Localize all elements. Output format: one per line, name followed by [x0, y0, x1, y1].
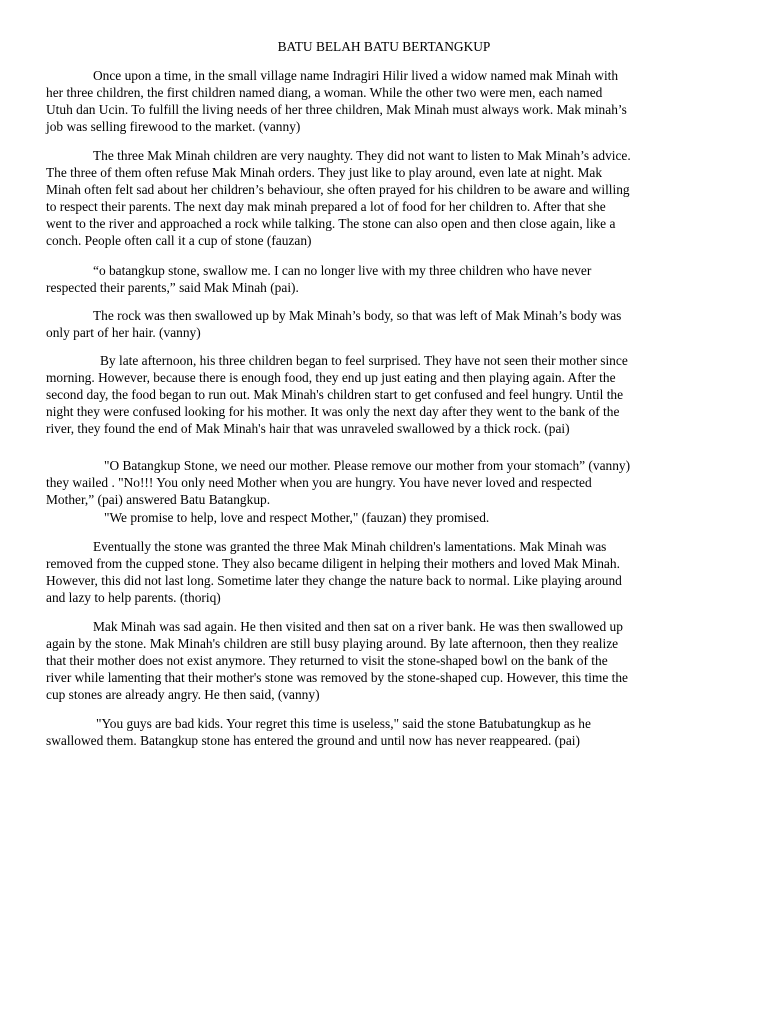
paragraph-line: job was selling firewood to the market. (vanny): [46, 119, 301, 134]
paragraph-8: [46, 538, 722, 606]
paragraph-line: only part of her hair. (vanny): [46, 325, 201, 340]
paragraph-line: respected their parents,” said Mak Minah (pai).: [46, 280, 299, 295]
paragraph-line: river while lamenting that their mother's stone was removed by the stone-shaped cup. However, this time the: [46, 670, 628, 685]
paragraph-line: By late afternoon, his three children began to feel surprised. They have not seen their mother since: [100, 353, 628, 368]
paragraph-line: Minah often felt sad about her children’s behaviour, she often prayed for his children to be aware and willing: [46, 182, 630, 197]
paragraph-line: her three children, the first children named diang, a woman. While the other two were men, each named: [46, 85, 603, 100]
paragraph-line: Eventually the stone was granted the three Mak Minah children's lamentations. Mak Minah was: [93, 539, 607, 554]
paragraph-line: to respect their parents. The next day mak minah prepared a lot of food for her children to. After that she: [46, 199, 606, 214]
paragraph-7: [46, 509, 722, 526]
paragraph-9: [46, 618, 722, 703]
paragraph-line: swallowed them. Batangkup stone has entered the ground and until now has never reappeared. (pai): [46, 733, 580, 748]
paragraph-line: Mak Minah was sad again. He then visited and then sat on a river bank. He was then swallowed up: [93, 619, 623, 634]
paragraph-line: again by the stone. Mak Minah's children are still busy playing around. By late afternoon, then they realize: [46, 636, 619, 651]
paragraph-line: morning. However, because there is enough food, they end up just eating and then playing again. After the: [46, 370, 616, 385]
paragraph-line: second day, the food began to run out. Mak Minah's children start to get confused and feel hungry. Until the: [46, 387, 624, 402]
paragraph-line: they wailed . "No!!! You only need Mother when you are hungry. You have never loved and respected: [46, 475, 592, 490]
paragraph-line: The rock was then swallowed up by Mak Minah’s body, so that was left of Mak Minah’s body was: [93, 308, 622, 323]
paragraph-line: removed from the cupped stone. They also became diligent in helping their mothers and loved Mak Minah.: [46, 556, 620, 571]
paragraph-line: "We promise to help, love and respect Mother," (fauzan) they promised.: [104, 510, 490, 525]
paragraph-line: Mother,” (pai) answered Batu Batangkup.: [46, 492, 271, 507]
paragraph-line: conch. People often call it a cup of stone (fauzan): [46, 233, 312, 248]
paragraph-line: Utuh dan Ucin. To fulfill the living needs of her three children, Mak Minah must always work. Mak minah’s: [46, 102, 627, 117]
paragraph-line: The three of them often refuse Mak Minah orders. They just like to play around, even late at night. Mak: [46, 165, 603, 180]
paragraph-5: [46, 352, 722, 437]
paragraph-line: However, this did not last long. Sometime later they change the nature back to normal. Like playing around: [46, 573, 622, 588]
paragraph-line: river, they found the end of Mak Minah's hair that was unraveled swallowed by a thick rock. (pai): [46, 421, 570, 436]
paragraph-line: night they were confused looking for his mother. It was only the next day after they went to the bank of the: [46, 404, 620, 419]
paragraph-2: [46, 147, 722, 249]
paragraph-1: [46, 67, 722, 135]
paragraph-line: “o batangkup stone, swallow me. I can no longer live with my three children who have never: [93, 263, 592, 278]
paragraph-line: went to the river and approached a rock while talking. The stone can also open and then close again, like a: [46, 216, 616, 231]
paragraph-6: [46, 457, 722, 508]
paragraph-4: [46, 307, 722, 341]
paragraph-line: that their mother does not exist anymore. They returned to visit the stone-shaped bowl on the bank of the: [46, 653, 608, 668]
paragraph-line: Once upon a time, in the small village name Indragiri Hilir lived a widow named mak Minah with: [93, 68, 619, 83]
paragraph-line: "You guys are bad kids. Your regret this time is useless," said the stone Batubatungkup as he: [96, 716, 591, 731]
paragraph-line: "O Batangkup Stone, we need our mother. Please remove our mother from your stomach” (vanny): [104, 458, 631, 473]
paragraph-line: and lazy to help parents. (thoriq): [46, 590, 221, 605]
document-title: BATU BELAH BATU BERTANGKUP: [277, 39, 491, 54]
paragraph-line: The three Mak Minah children are very naughty. They did not want to listen to Mak Minah’s advice.: [93, 148, 631, 163]
paragraph-10: [46, 715, 722, 749]
paragraph-line: cup stones are already angry. He then said, (vanny): [46, 687, 320, 702]
paragraph-3: [46, 262, 722, 296]
